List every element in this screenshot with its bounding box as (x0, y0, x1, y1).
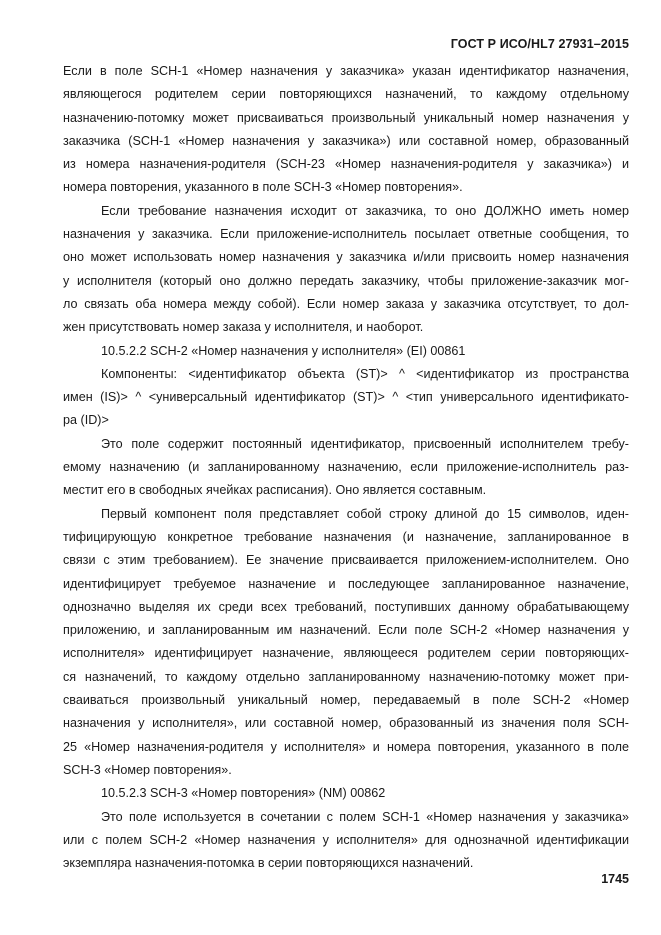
text-line: являющегося родителем серии повторяющихся назначений, то каждому отдельному (63, 87, 629, 102)
standard-header: ГОСТ Р ИСО/HL7 27931–2015 (450, 37, 629, 51)
text-line: емому назначению (и запланированному назначению, если приложение-исполнитель раз- (63, 460, 629, 475)
text-line: Это поле используется в сочетании с полем SCH-1 «Номер назначения у заказчика» (101, 809, 629, 824)
text-line: у исполнителя (который оно должно передать заказчику, чтобы приложение-заказчик мог- (63, 273, 629, 288)
text-line: Если требование назначения исходит от заказчика, то оно ДОЛЖНО иметь номер (101, 203, 629, 218)
text-line: связи с этим требованием). Ее значение присваивается приложением-исполнителем. Оно (63, 553, 629, 568)
text-line: жен присутствовать номер заказа у исполнителя, и наоборот. (63, 320, 424, 335)
text-line: назначения у исполнителя», или составной номер, образованный из значения поля SCH- (63, 716, 629, 731)
text-line: местит его в свободных ячейках расписания). Оно является составным. (63, 483, 487, 498)
text-line: Компоненты: <идентификатор объекта (ST)> ^ <идентификатор из пространства (101, 366, 629, 381)
document-body (63, 60, 629, 875)
text-line: или с полем SCH-2 «Номер назначения у исполнителя» для однозначной идентификации (63, 832, 629, 847)
text-line: 25 «Номер назначения-родителя у исполнителя» и номера повторения, указанного в поле (63, 739, 629, 754)
text-line: SCH-3 «Номер повторения». (63, 762, 232, 777)
page-number: 1745 (601, 872, 629, 886)
text-line: приложению, и запланированным им назначений. Если поле SCH-2 «Номер назначения у (63, 623, 629, 638)
text-line: Это поле содержит постоянный идентификатор, присвоенный исполнителем требу- (101, 436, 629, 451)
text-line: ло связать оба номера между собой). Если номер заказа у заказчика отсутствует, то дол- (63, 296, 629, 311)
text-line: назначения у заказчика. Если приложение-исполнитель посылает ответные сообщения, то (63, 227, 629, 242)
text-line: заказчика (SCH-1 «Номер назначения у заказчика») или составной номер, образованный (63, 133, 629, 148)
text-line: оно может использовать номер назначения у заказчика и/или присвоить номер назначения (63, 250, 629, 265)
text-line: ся назначений, то каждому отдельно запланированному назначению-потомку может при- (63, 669, 629, 684)
text-line: однозначно выделяя их среди всех требований, поступивших данному обрабатывающему (63, 599, 629, 614)
text-line: из номера назначения-родителя (SCH-23 «Номер назначения-родителя у заказчика») и (63, 157, 629, 172)
text-line: 10.5.2.2 SCH-2 «Номер назначения у исполнителя» (EI) 00861 (101, 343, 466, 358)
text-line: Если в поле SCH-1 «Номер назначения у заказчика» указан идентификатор назначения, (63, 64, 629, 78)
text-line: имен (IS)> ^ <универсальный идентификатор (ST)> ^ <тип универсального идентификато- (63, 390, 629, 405)
text-line: сваиваться произвольный уникальный номер, передаваемый в поле SCH-2 «Номер (63, 693, 629, 708)
text-line: Первый компонент поля представляет собой строку длиной до 15 символов, иден- (101, 506, 629, 521)
text-line: назначению-потомку может присваиваться произвольный уникальный номер назначения у (63, 110, 629, 125)
text-line: исполнителя» идентифицирует назначение, являющееся родителем серии повторяющих- (63, 646, 629, 661)
text-line: ра (ID)> (63, 413, 109, 428)
text-line: 10.5.2.3 SCH-3 «Номер повторения» (NM) 00862 (101, 786, 386, 801)
text-line: идентифицирует требуемое назначение и последующее запланированное назначение, (63, 576, 629, 591)
text-line: номера повторения, указанного в поле SCH-3 «Номер повторения». (63, 180, 463, 195)
text-line: тифицирующую конкретное требование назначения (и назначение, запланированное в (63, 529, 629, 544)
text-line: экземпляра назначения-потомка в серии повторяющихся назначений. (63, 856, 474, 871)
